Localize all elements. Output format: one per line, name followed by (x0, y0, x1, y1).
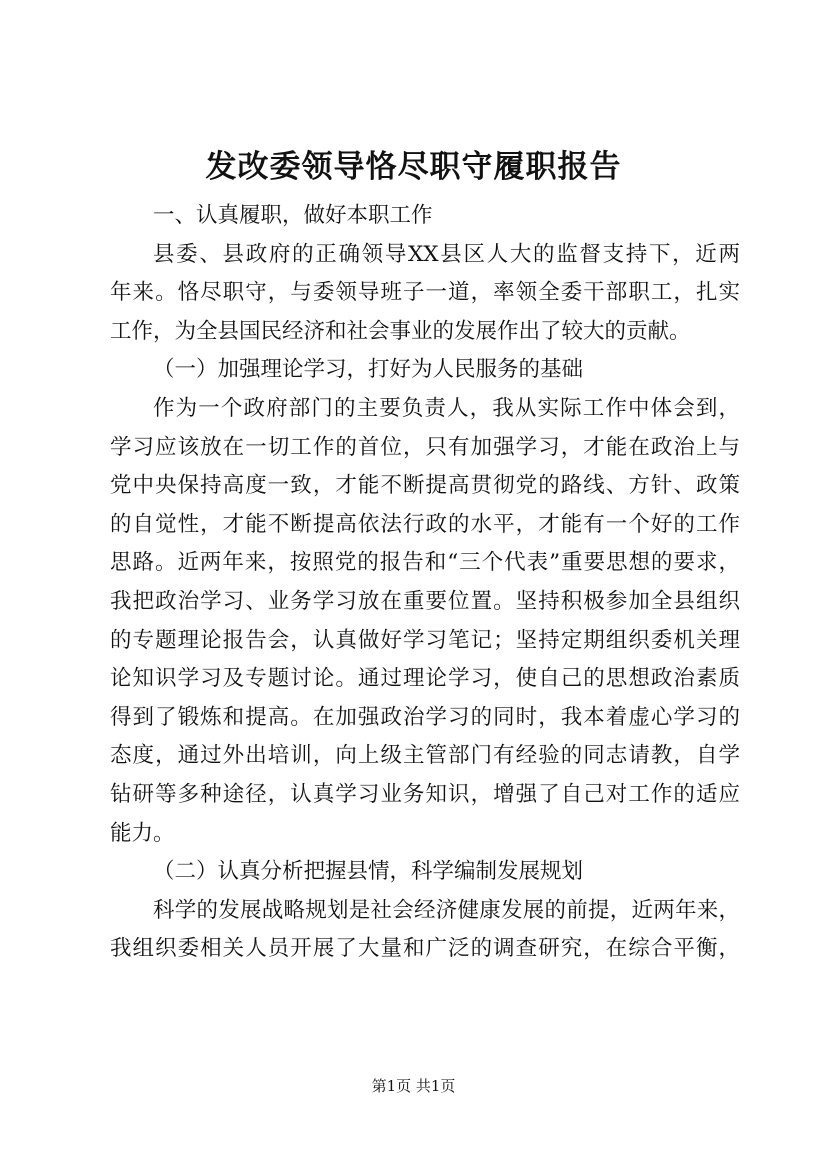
paragraph-line: 党中央保持高度一致，才能不断提高贯彻党的路线、方针、政策 (110, 473, 740, 499)
paragraph-line: 的自觉性，才能不断提高依法行政的水平，才能有一个好的工作 (110, 511, 740, 537)
paragraph-line: 论知识学习及专题讨论。通过理论学习，使自己的思想政治素质 (110, 666, 740, 692)
paragraph-line: 钻研等多种途径，认真学习业务知识，增强了自己对工作的适应 (110, 781, 740, 807)
paragraph-line: 工作，为全县国民经济和社会事业的发展作出了较大的贡献。 (110, 318, 691, 344)
paragraph-line: 县委、县政府的正确领导XX县区人大的监督支持下，近两 (153, 241, 740, 267)
paragraph-line: 的专题理论报告会，认真做好学习笔记；坚持定期组织委机关理 (110, 627, 740, 653)
paragraph-line: 思路。近两年来，按照党的报告和“三个代表”重要思想的要求， (110, 550, 740, 576)
paragraph-line: 态度，通过外出培训，向上级主管部门有经验的同志请教，自学 (110, 743, 740, 769)
section-heading: 一、认真履职，做好本职工作 (153, 203, 433, 228)
document-title: 发改委领导恪尽职守履职报告 (205, 149, 622, 185)
document-body (110, 197, 740, 969)
subsection-heading: （一）加强理论学习，打好为人民服务的基础 (153, 357, 584, 383)
page-footer: 第1页 共1页 (371, 1077, 456, 1095)
paragraph-line: 我组织委相关人员开展了大量和广泛的调查研究，在综合平衡， (110, 936, 740, 962)
paragraph-line: 得到了锻炼和提高。在加强政治学习的同时，我本着虚心学习的 (110, 704, 740, 730)
paragraph-line: 科学的发展战略规划是社会经济健康发展的前提，近两年来， (153, 897, 740, 923)
paragraph-line: 年来。恪尽职守，与委领导班子一道，率领全委干部职工，扎实 (110, 280, 740, 306)
subsection-heading: （二）认真分析把握县情，科学编制发展规划 (153, 859, 584, 885)
paragraph-line: 学习应该放在一切工作的首位，只有加强学习，才能在政治上与 (110, 434, 740, 460)
paragraph-line: 我把政治学习、业务学习放在重要位置。坚持积极参加全县组织 (110, 588, 740, 614)
paragraph-line: 能力。 (110, 820, 175, 846)
paragraph-line: 作为一个政府部门的主要负责人，我从实际工作中体会到， (153, 395, 740, 421)
